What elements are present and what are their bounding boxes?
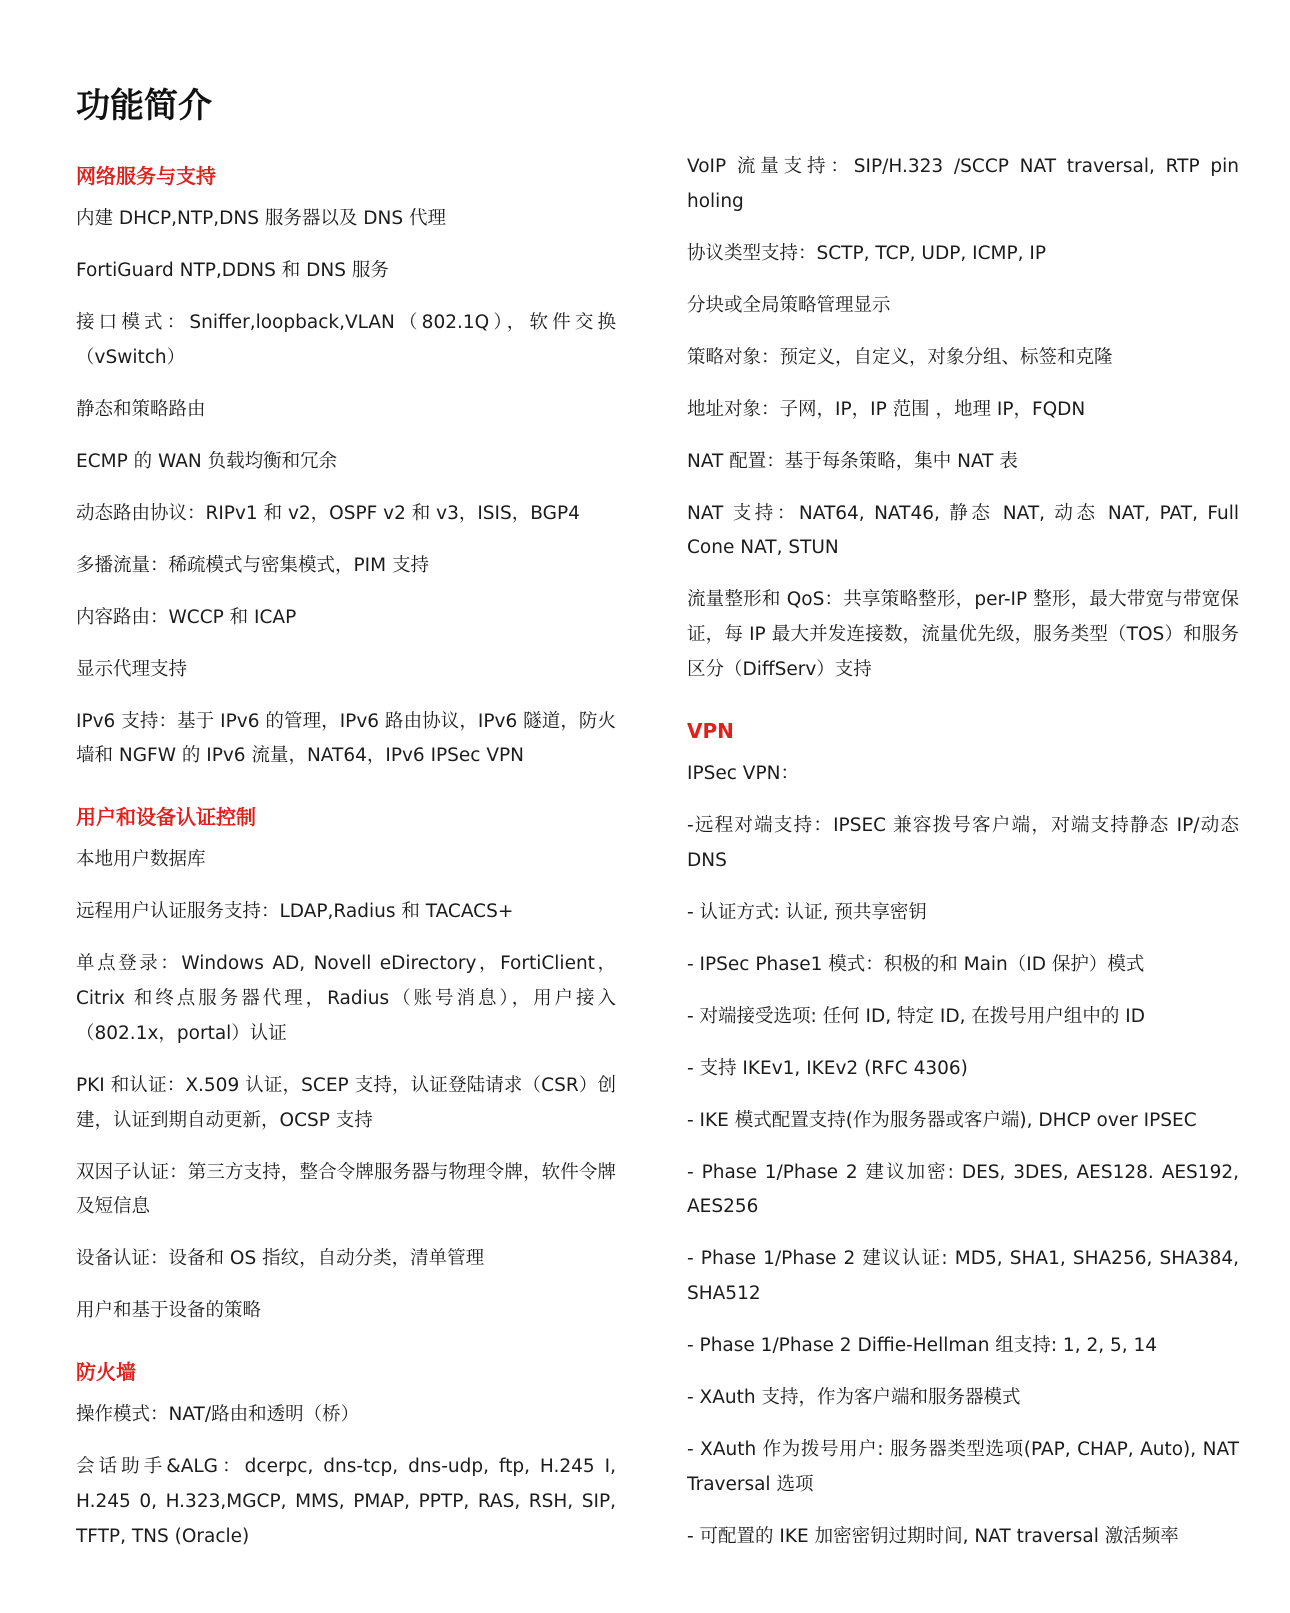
feature-item: - 认证方式: 认证, 预共享密钥 <box>687 901 927 923</box>
feature-item: 内建 DHCP,NTP,DNS 服务器以及 DNS 代理 <box>76 208 446 229</box>
feature-item: VoIP 流量支持：SIP/H.323 /SCCP NAT traversal, RTP pin holing <box>687 156 1239 212</box>
feature-item: 协议类型支持：SCTP, TCP, UDP, ICMP, IP <box>687 242 1046 264</box>
feature-item: FortiGuard NTP,DDNS 和 DNS 服务 <box>76 260 389 281</box>
right-column <box>687 150 1239 1572</box>
section-heading-firewall: 防火墙 <box>76 1360 136 1385</box>
feature-item: - 对端接受选项: 任何 ID, 特定 ID, 在拨号用户组中的 ID <box>687 1005 1145 1027</box>
feature-item: -远程对端支持：IPSEC 兼容拨号客户端，对端支持静态 IP/动态 DNS <box>687 814 1239 871</box>
feature-item: 设备认证：设备和 OS 指纹，自动分类，清单管理 <box>76 1248 485 1270</box>
feature-item: 操作模式：NAT/路由和透明（桥） <box>76 1404 360 1426</box>
feature-item: - Phase 1/Phase 2 建议加密: DES, 3DES, AES128. AES192, AES256 <box>687 1161 1239 1218</box>
feature-item: 流量整形和 QoS：共享策略整形，per-IP 整形，最大带宽与带宽保证，每 IP 最大并发连接数，流量优先级，服务类型（TOS）和服务区分（DiffServ）支持 <box>687 589 1239 680</box>
feature-item: - IKE 模式配置支持(作为服务器或客户端), DHCP over IPSEC <box>687 1109 1197 1131</box>
feature-item: NAT 配置：基于每条策略，集中 NAT 表 <box>687 450 1018 472</box>
feature-item: IPSec VPN： <box>687 762 799 784</box>
feature-item: - XAuth 支持，作为客户端和服务器模式 <box>687 1386 1021 1408</box>
feature-item: 本地用户数据库 <box>76 849 206 871</box>
feature-item: - XAuth 作为拨号用户: 服务器类型选项(PAP, CHAP, Auto), NAT Traversal 选项 <box>687 1438 1239 1495</box>
feature-item: 策略对象：预定义，自定义，对象分组、标签和克隆 <box>687 346 1113 368</box>
feature-item: 用户和基于设备的策略 <box>76 1300 262 1322</box>
feature-item: 分块或全局策略管理显示 <box>687 294 891 316</box>
section-heading-network: 网络服务与支持 <box>76 164 216 188</box>
feature-item: - 支持 IKEv1, IKEv2 (RFC 4306) <box>687 1057 968 1079</box>
feature-item: 远程用户认证服务支持：LDAP,Radius 和 TACACS+ <box>76 901 514 923</box>
feature-item: 会话助手&ALG：dcerpc, dns-tcp, dns-udp, ftp, H.245 I, H.245 0, H.323,MGCP, MMS, PMAP, PPTP, RAS, RSH, SIP, TFTP, TNS (Oracle) <box>76 1456 616 1547</box>
section-heading-vpn: VPN <box>687 718 734 743</box>
feature-item: - Phase 1/Phase 2 建议认证: MD5, SHA1, SHA256, SHA384, SHA512 <box>687 1248 1239 1304</box>
feature-item: IPv6 支持：基于 IPv6 的管理，IPv6 路由协议，IPv6 隧道，防火墙和 NGFW 的 IPv6 流量，NAT64，IPv6 IPSec VPN <box>76 710 616 767</box>
feature-item: 显示代理支持 <box>76 658 188 680</box>
feature-item: 动态路由协议：RIPv1 和 v2，OSPF v2 和 v3，ISIS，BGP4 <box>76 502 580 524</box>
feature-item: 静态和策略路由 <box>76 398 206 420</box>
feature-item: ECMP 的 WAN 负载均衡和冗余 <box>76 450 338 472</box>
feature-item: 单点登录：Windows AD, Novell eDirectory，FortiClient，Citrix 和终点服务器代理，Radius（账号消息），用户接入（802.1x，portal）认证 <box>76 953 616 1044</box>
left-column <box>76 150 616 1572</box>
feature-item: - Phase 1/Phase 2 Diffie-Hellman 组支持: 1, 2, 5, 14 <box>687 1334 1158 1356</box>
feature-item: PKI 和认证：X.509 认证，SCEP 支持，认证登陆请求（CSR）创建，认证到期自动更新，OCSP 支持 <box>76 1074 616 1131</box>
feature-item: 内容路由：WCCP 和 ICAP <box>76 606 297 628</box>
feature-item: - 可配置的 IKE 加密密钥过期时间, NAT traversal 激活频率 <box>687 1525 1179 1547</box>
feature-item: 地址对象：子网，IP，IP 范围 ，地理 IP，FQDN <box>687 398 1086 420</box>
section-heading-auth: 用户和设备认证控制 <box>76 805 256 830</box>
feature-item: 多播流量：稀疏模式与密集模式，PIM 支持 <box>76 554 429 576</box>
feature-item: 接口模式：Sniffer,loopback,VLAN（802.1Q），软件交换（vSwitch） <box>76 312 616 368</box>
feature-item: 双因子认证：第三方支持，整合令牌服务器与物理令牌，软件令牌及短信息 <box>76 1161 616 1218</box>
feature-item: - IPSec Phase1 模式：积极的和 Main（ID 保护）模式 <box>687 953 1145 975</box>
feature-item: NAT 支持：NAT64, NAT46, 静态 NAT, 动态 NAT, PAT, Full Cone NAT, STUN <box>687 502 1239 559</box>
page-title: 功能简介 <box>76 86 212 126</box>
